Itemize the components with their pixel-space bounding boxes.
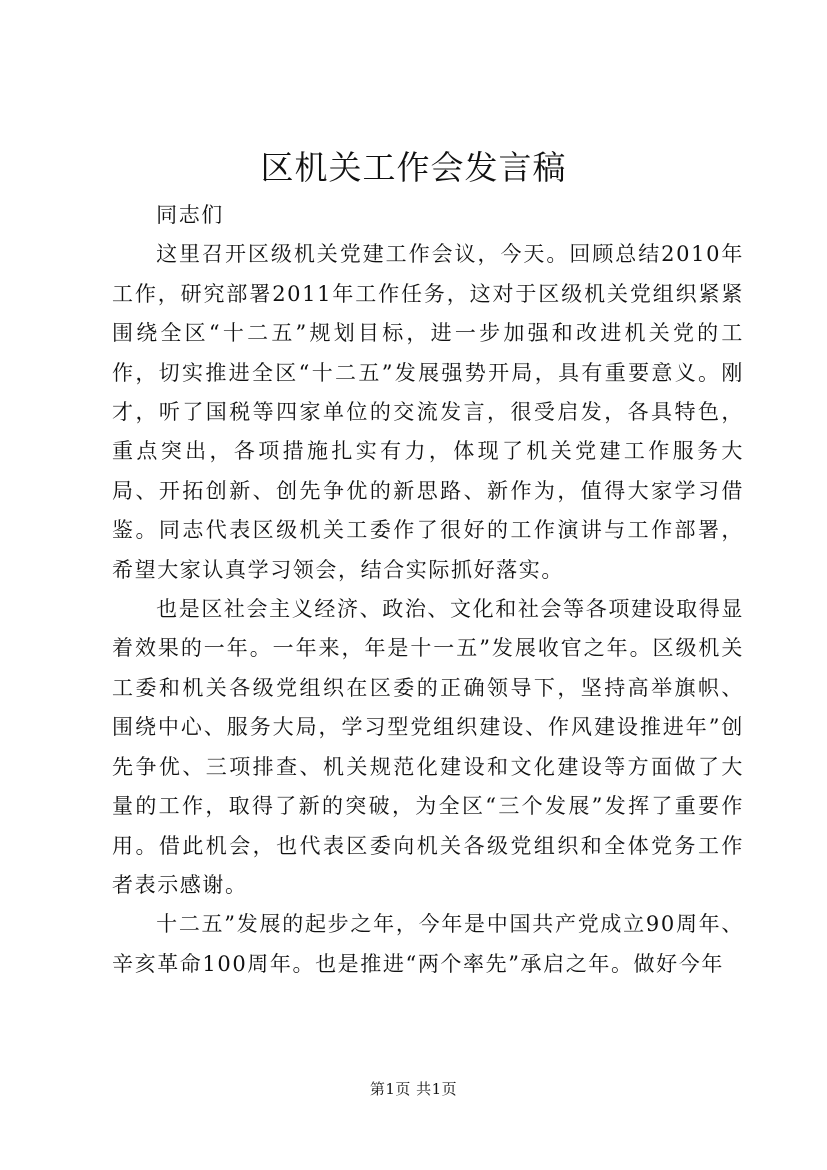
page-number-footer: 第1页 共1页 xyxy=(369,1080,458,1098)
document-body xyxy=(112,196,744,984)
paragraph-2: 也是区社会主义经济、政治、文化和社会等各项建设取得显着效果的一年。一年来，年是十一五”发展收官之年。区级机关工委和机关各级党组织在区委的正确领导下，坚持高举旗帜、围绕中心、服务大局，学习型党组织建设、作风建设推进年”创先争优、三项排查、机关规范化建设和文化建设等方面做了大量的工作，取得了新的突破，为全区“三个发展”发挥了重要作用。借此机会，也代表区委向机关各级党组织和全体党务工作者表示感谢。 xyxy=(112,597,744,897)
salutation: 同志们 xyxy=(156,203,224,227)
paragraph-3: 十二五”发展的起步之年，今年是中国共产党成立90周年、辛亥革命100周年。也是推进“两个率先”承启之年。做好今年 xyxy=(112,912,744,976)
document-title: 区机关工作会发言稿 xyxy=(260,148,567,187)
paragraph-1: 这里召开区级机关党建工作会议，今天。回顾总结2010年工作，研究部署2011年工作任务，这对于区级机关党组织紧紧围绕全区“十二五”规划目标，进一步加强和改进机关党的工作，切实推进全区“十二五”发展强势开局，具有重要意义。刚才，听了国税等四家单位的交流发言，很受启发，各具特色，重点突出，各项措施扎实有力，体现了机关党建工作服务大局、开拓创新、创先争优的新思路、新作为，值得大家学习借鉴。同志代表区级机关工委作了很好的工作演讲与工作部署，希望大家认真学习领会，结合实际抓好落实。 xyxy=(112,242,744,582)
